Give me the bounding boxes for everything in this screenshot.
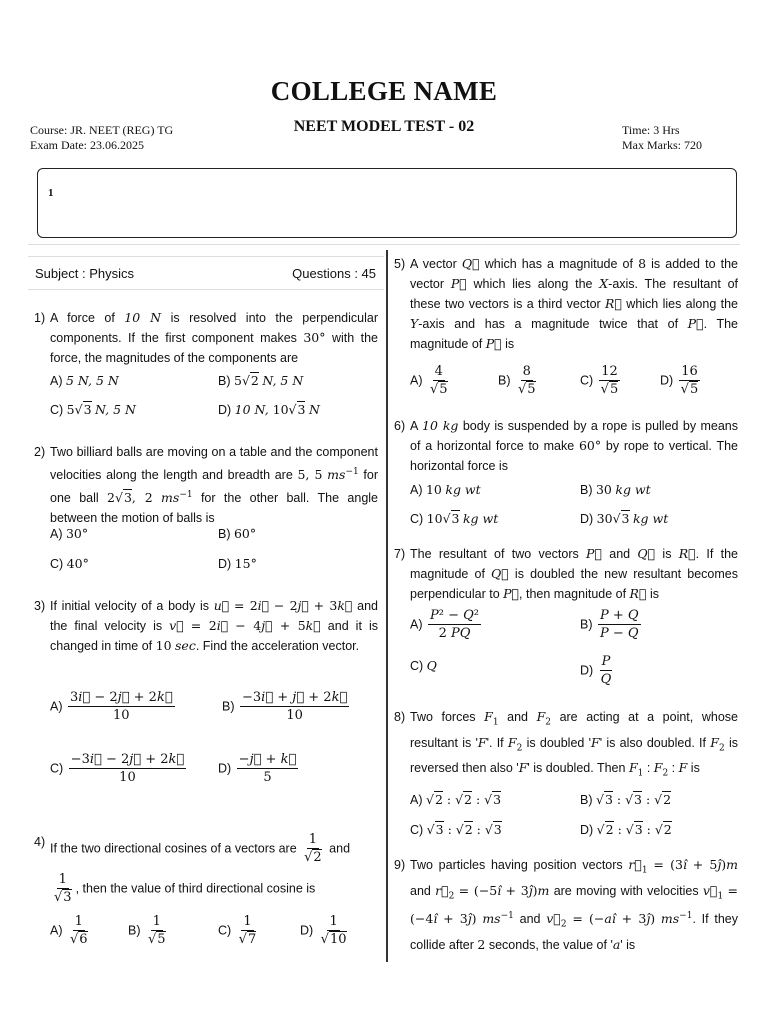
option-b[interactable]: B) $\frac{1}{√5}$ [128, 914, 166, 947]
question-number: 1) [34, 311, 46, 325]
option-c[interactable]: C) 5√3 N, 5 N [50, 402, 136, 417]
option-a[interactable]: A) $\frac{3i⃗ - 2j⃗ + 2k⃗}{10}$ [50, 690, 173, 723]
exam-date-label: Exam Date: 23.06.2025 [30, 138, 144, 152]
option-d[interactable]: D) $\frac{-j⃗ + k⃗}{5}$ [218, 752, 297, 785]
column-divider [386, 250, 388, 962]
option-d[interactable]: D) 10 N, 10√3 N [218, 402, 320, 417]
option-b[interactable]: B) 60° [218, 526, 257, 541]
option-d[interactable]: D) √2 : √3 : √2 [580, 822, 672, 837]
subject-bar [28, 256, 384, 290]
option-b[interactable]: B) 5√2 N, 5 N [218, 373, 304, 388]
question-number: 3) [34, 599, 46, 613]
question-number: 6) [394, 419, 406, 433]
option-c[interactable]: C) 40° [50, 556, 89, 571]
option-c[interactable]: C) 10√3 kg wt [410, 511, 499, 526]
course-label: Course: JR. NEET (REG) TG [30, 123, 174, 137]
college-name: COLLEGE NAME [270, 76, 498, 106]
subject-label: Subject : Physics [35, 266, 134, 281]
option-d[interactable]: D) $\frac{P}{Q}$ [580, 654, 612, 687]
option-a[interactable]: A) 5 N, 5 N [50, 373, 119, 388]
question-text: If initial velocity of a body is u⃗ = 2i⃗ − 2j⃗ + 3k⃗ and the final velocity is v⃗ = 2i⃗ − 4j⃗ + 5k⃗ and it is changed in time of 10 sec. Find the acceleration vector. [50, 598, 378, 653]
option-b[interactable]: B) $\frac{8}{√5}$ [498, 364, 536, 397]
option-c[interactable]: C) $\frac{1}{√7}$ [218, 914, 257, 947]
option-d[interactable]: D) 30√3 kg wt [580, 511, 669, 526]
question-number: 2) [34, 445, 46, 459]
option-c[interactable]: C) Q [410, 658, 437, 673]
test-title: NEET MODEL TEST - 02 [293, 118, 475, 135]
question-text: A vector Q⃗ which has a magnitude of 8 is added to the vector P⃗ which lies along the X-axis. The resultant of these two vectors is a third vector R⃗ which lies along the Y-axis and has a magnitude twice that of P⃗. The magnitude of P⃗ is [410, 256, 739, 351]
option-a[interactable]: A) $\frac{4}{√5}$ [410, 364, 448, 397]
option-d[interactable]: D) $\frac{1}{√10}$ [300, 914, 347, 947]
question-text: If the two directional cosines of a vectors are $\frac{1}{√2}$ and $\frac{1}{√3}$ , then the value of third directional cosine is [50, 832, 351, 905]
time-label: Time: 3 Hrs [622, 123, 680, 137]
instructions-text: 1 [48, 187, 54, 199]
option-b[interactable]: B) $\frac{P + Q}{P - Q}$ [580, 608, 639, 641]
header-divider [28, 244, 740, 245]
exam-meta-right [622, 123, 702, 153]
option-d[interactable]: D) $\frac{16}{√5}$ [660, 364, 699, 397]
question-text: The resultant of two vectors P⃗ and Q⃗ is R⃗. If the magnitude of Q⃗ is doubled the new resultant becomes perpendicular to P⃗, then magnitude of R⃗ is [410, 546, 739, 601]
questions-count: Questions : 45 [292, 266, 376, 281]
option-c[interactable]: C) $\frac{-3i⃗ - 2j⃗ + 2k⃗}{10}$ [50, 752, 185, 785]
question-number: 9) [394, 858, 406, 872]
option-a[interactable]: A) √2 : √2 : √3 [410, 792, 502, 807]
option-a[interactable]: A) $\frac{1}{√6}$ [50, 914, 88, 947]
question-text: A force of 10 N is resolved into the perpendicular components. If the first component makes 30° with the force, the magnitudes of the components are [50, 310, 379, 365]
question-number: 7) [394, 547, 406, 561]
option-c[interactable]: C) √3 : √2 : √3 [410, 822, 502, 837]
exam-meta-left [30, 123, 173, 153]
option-b[interactable]: B) √3 : √3 : √2 [580, 792, 672, 807]
instructions-box [37, 168, 737, 238]
option-d[interactable]: D) 15° [218, 556, 257, 571]
question-number: 4) [34, 835, 46, 849]
question-text: Two particles having position vectors $r⃗_1$ = (3î + 5ĵ)m and $r⃗_2$ = (−5î + 3ĵ)m are moving with velocities $v⃗_1$ = (−4î + 3ĵ) $ms^{-1}$ and $v⃗_2$ = (−aî + 3ĵ) $ms^{-1}$. If they collide after 2 seconds, the value of 'a' is [410, 857, 738, 952]
option-a[interactable]: A) $\frac{\text{P² − Q²}}{2 PQ}$ [410, 608, 479, 641]
question-text: A 10 kg body is suspended by a rope is pulled by means of a horizontal force to make 60° by rope to vertical. The horizontal force is [410, 418, 738, 473]
option-c[interactable]: C) $\frac{12}{√5}$ [580, 364, 619, 397]
option-b[interactable]: B) $\frac{-3i⃗ + j⃗ + 2k⃗}{10}$ [222, 690, 348, 723]
option-a[interactable]: A) 30° [50, 526, 89, 541]
question-number: 5) [394, 257, 406, 271]
question-text: Two billiard balls are moving on a table and the component velocities along the length and breadth are 5, 5 $ms^{-1}$ for one ball 2√3, 2 $ms^{-1}$ for the other ball. The angle between the motion of balls is [50, 445, 378, 526]
question-number: 8) [394, 710, 406, 724]
option-a[interactable]: A) 10 kg wt [410, 482, 481, 497]
max-marks-label: Max Marks: 720 [622, 138, 702, 152]
question-text: Two forces $F_1$ and $F_2$ are acting at a point, whose resultant is 'F'. If $F_2$ is doubled 'F' is also doubled. If $F_2$ is reversed then also 'F' is doubled. Then $F_1$ : $F_2$ : F is [410, 709, 738, 779]
option-b[interactable]: B) 30 kg wt [580, 482, 651, 497]
